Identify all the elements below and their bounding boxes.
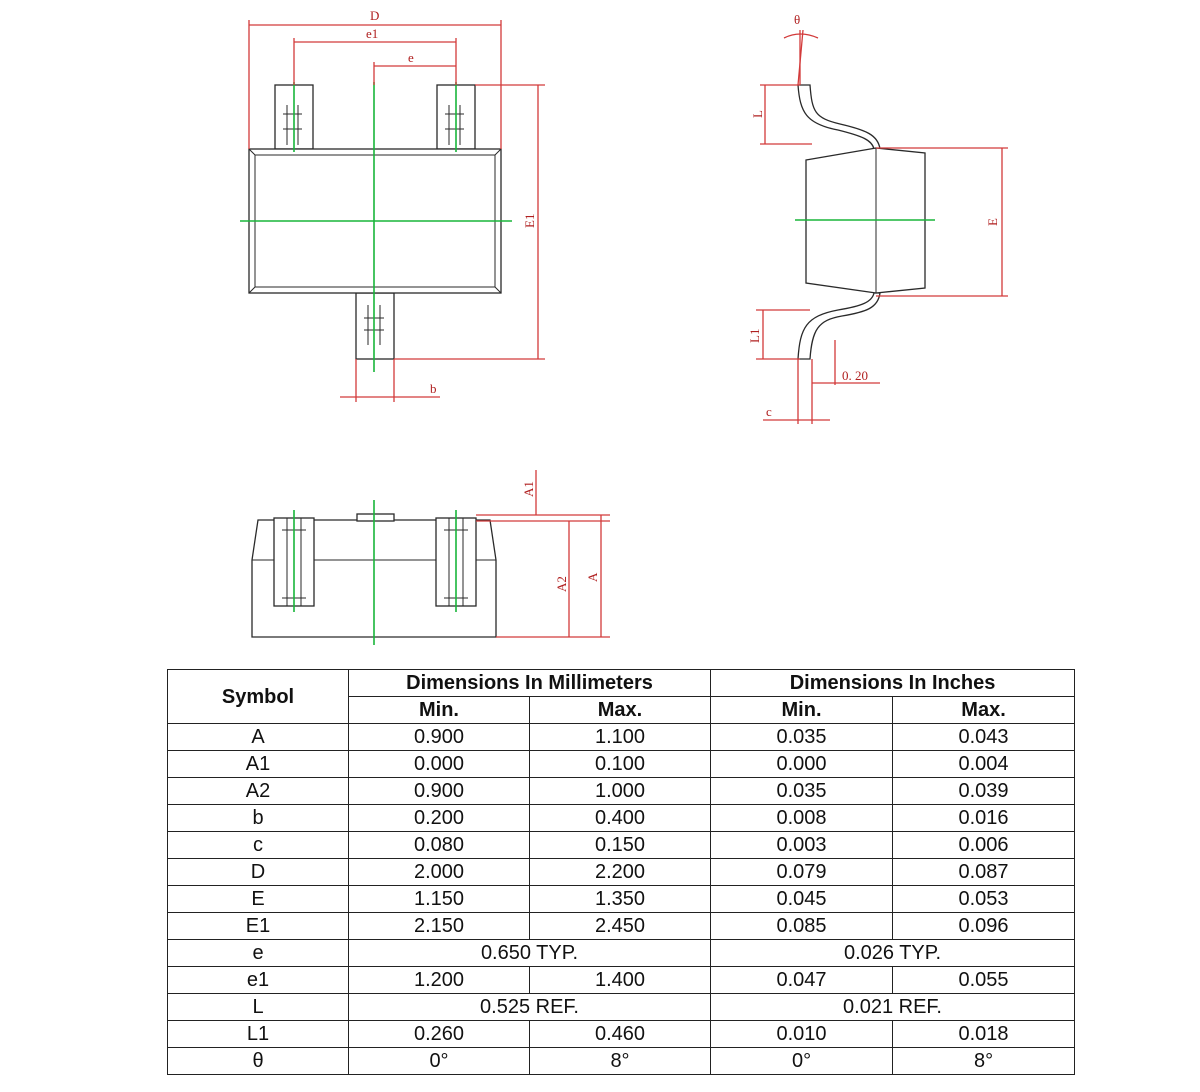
cell-symbol: A1	[168, 751, 349, 778]
cell-mm-max: 2.200	[530, 859, 711, 886]
table-row	[168, 724, 1075, 751]
table-row	[168, 1021, 1075, 1048]
top-view	[240, 8, 545, 402]
label-theta: θ	[794, 12, 801, 27]
header-mm-max: Max.	[530, 697, 711, 724]
cell-mm-max: 0.100	[530, 751, 711, 778]
cell-mm-min: 0.080	[349, 832, 530, 859]
cell-mm-max: 1.400	[530, 967, 711, 994]
cell-in-typ: 0.021 REF.	[711, 994, 1075, 1021]
cell-symbol: c	[168, 832, 349, 859]
cell-mm-max: 1.000	[530, 778, 711, 805]
header-in-max: Max.	[893, 697, 1075, 724]
table-row	[168, 778, 1075, 805]
label-A: A	[585, 572, 600, 582]
cell-in-min: 0.035	[711, 778, 893, 805]
cell-mm-min: 0.260	[349, 1021, 530, 1048]
label-c: c	[766, 404, 772, 419]
cell-in-min: 0.035	[711, 724, 893, 751]
top-lead-bottom	[356, 293, 394, 359]
cell-symbol: e	[168, 940, 349, 967]
cell-mm-min: 1.150	[349, 886, 530, 913]
label-L: L	[750, 110, 765, 118]
cell-mm-max: 1.100	[530, 724, 711, 751]
cell-in-max: 0.006	[893, 832, 1075, 859]
cell-mm-min: 2.000	[349, 859, 530, 886]
cell-in-max: 0.055	[893, 967, 1075, 994]
cell-mm-min: 0.200	[349, 805, 530, 832]
cell-in-max: 8°	[893, 1048, 1075, 1075]
cell-mm-max: 2.450	[530, 913, 711, 940]
cell-in-max: 0.039	[893, 778, 1075, 805]
table-row	[168, 805, 1075, 832]
cell-symbol: E	[168, 886, 349, 913]
table-row	[168, 994, 1075, 1021]
cell-in-max: 0.096	[893, 913, 1075, 940]
cell-in-min: 0.085	[711, 913, 893, 940]
label-e: e	[408, 50, 414, 65]
label-E: E	[985, 218, 1000, 226]
front-view	[252, 470, 610, 645]
cell-symbol: θ	[168, 1048, 349, 1075]
side-view	[747, 12, 1008, 424]
header-in-min: Min.	[711, 697, 893, 724]
dimensions-table	[167, 669, 1075, 1075]
cell-mm-min: 0°	[349, 1048, 530, 1075]
cell-in-max: 0.016	[893, 805, 1075, 832]
cell-mm-min: 0.000	[349, 751, 530, 778]
cell-symbol: D	[168, 859, 349, 886]
cell-in-min: 0.008	[711, 805, 893, 832]
cell-symbol: b	[168, 805, 349, 832]
cell-mm-typ: 0.650 TYP.	[349, 940, 711, 967]
label-b: b	[430, 381, 437, 396]
label-D: D	[370, 8, 380, 23]
table-row	[168, 940, 1075, 967]
cell-symbol: L1	[168, 1021, 349, 1048]
cell-symbol: E1	[168, 913, 349, 940]
label-A1: A1	[521, 481, 536, 497]
table-row	[168, 913, 1075, 940]
table-row	[168, 1048, 1075, 1075]
cell-mm-max: 0.150	[530, 832, 711, 859]
cell-mm-max: 1.350	[530, 886, 711, 913]
label-A2: A2	[554, 576, 569, 592]
label-e1: e1	[366, 26, 379, 41]
cell-symbol: e1	[168, 967, 349, 994]
header-mm: Dimensions In Millimeters	[349, 670, 711, 697]
cell-mm-typ: 0.525 REF.	[349, 994, 711, 1021]
cell-in-min: 0°	[711, 1048, 893, 1075]
cell-in-max: 0.053	[893, 886, 1075, 913]
cell-in-min: 0.003	[711, 832, 893, 859]
cell-in-min: 0.079	[711, 859, 893, 886]
table-row	[168, 967, 1075, 994]
table-row	[168, 751, 1075, 778]
cell-mm-max: 0.400	[530, 805, 711, 832]
header-in: Dimensions In Inches	[711, 670, 1075, 697]
label-L1: L1	[747, 328, 762, 343]
cell-in-max: 0.018	[893, 1021, 1075, 1048]
cell-symbol: A2	[168, 778, 349, 805]
cell-symbol: A	[168, 724, 349, 751]
cell-mm-min: 0.900	[349, 778, 530, 805]
cell-mm-min: 0.900	[349, 724, 530, 751]
cell-in-min: 0.010	[711, 1021, 893, 1048]
cell-in-min: 0.047	[711, 967, 893, 994]
cell-mm-max: 8°	[530, 1048, 711, 1075]
label-E1: E1	[522, 213, 537, 228]
cell-in-max: 0.043	[893, 724, 1075, 751]
cell-mm-min: 1.200	[349, 967, 530, 994]
table-row	[168, 886, 1075, 913]
cell-in-max: 0.087	[893, 859, 1075, 886]
cell-in-min: 0.000	[711, 751, 893, 778]
header-symbol: Symbol	[168, 670, 349, 724]
table-row	[168, 859, 1075, 886]
cell-mm-max: 0.460	[530, 1021, 711, 1048]
header-mm-min: Min.	[349, 697, 530, 724]
cell-mm-min: 2.150	[349, 913, 530, 940]
label-gauge: 0. 20	[842, 368, 868, 383]
cell-in-max: 0.004	[893, 751, 1075, 778]
cell-symbol: L	[168, 994, 349, 1021]
cell-in-typ: 0.026 TYP.	[711, 940, 1075, 967]
table-row	[168, 832, 1075, 859]
cell-in-min: 0.045	[711, 886, 893, 913]
